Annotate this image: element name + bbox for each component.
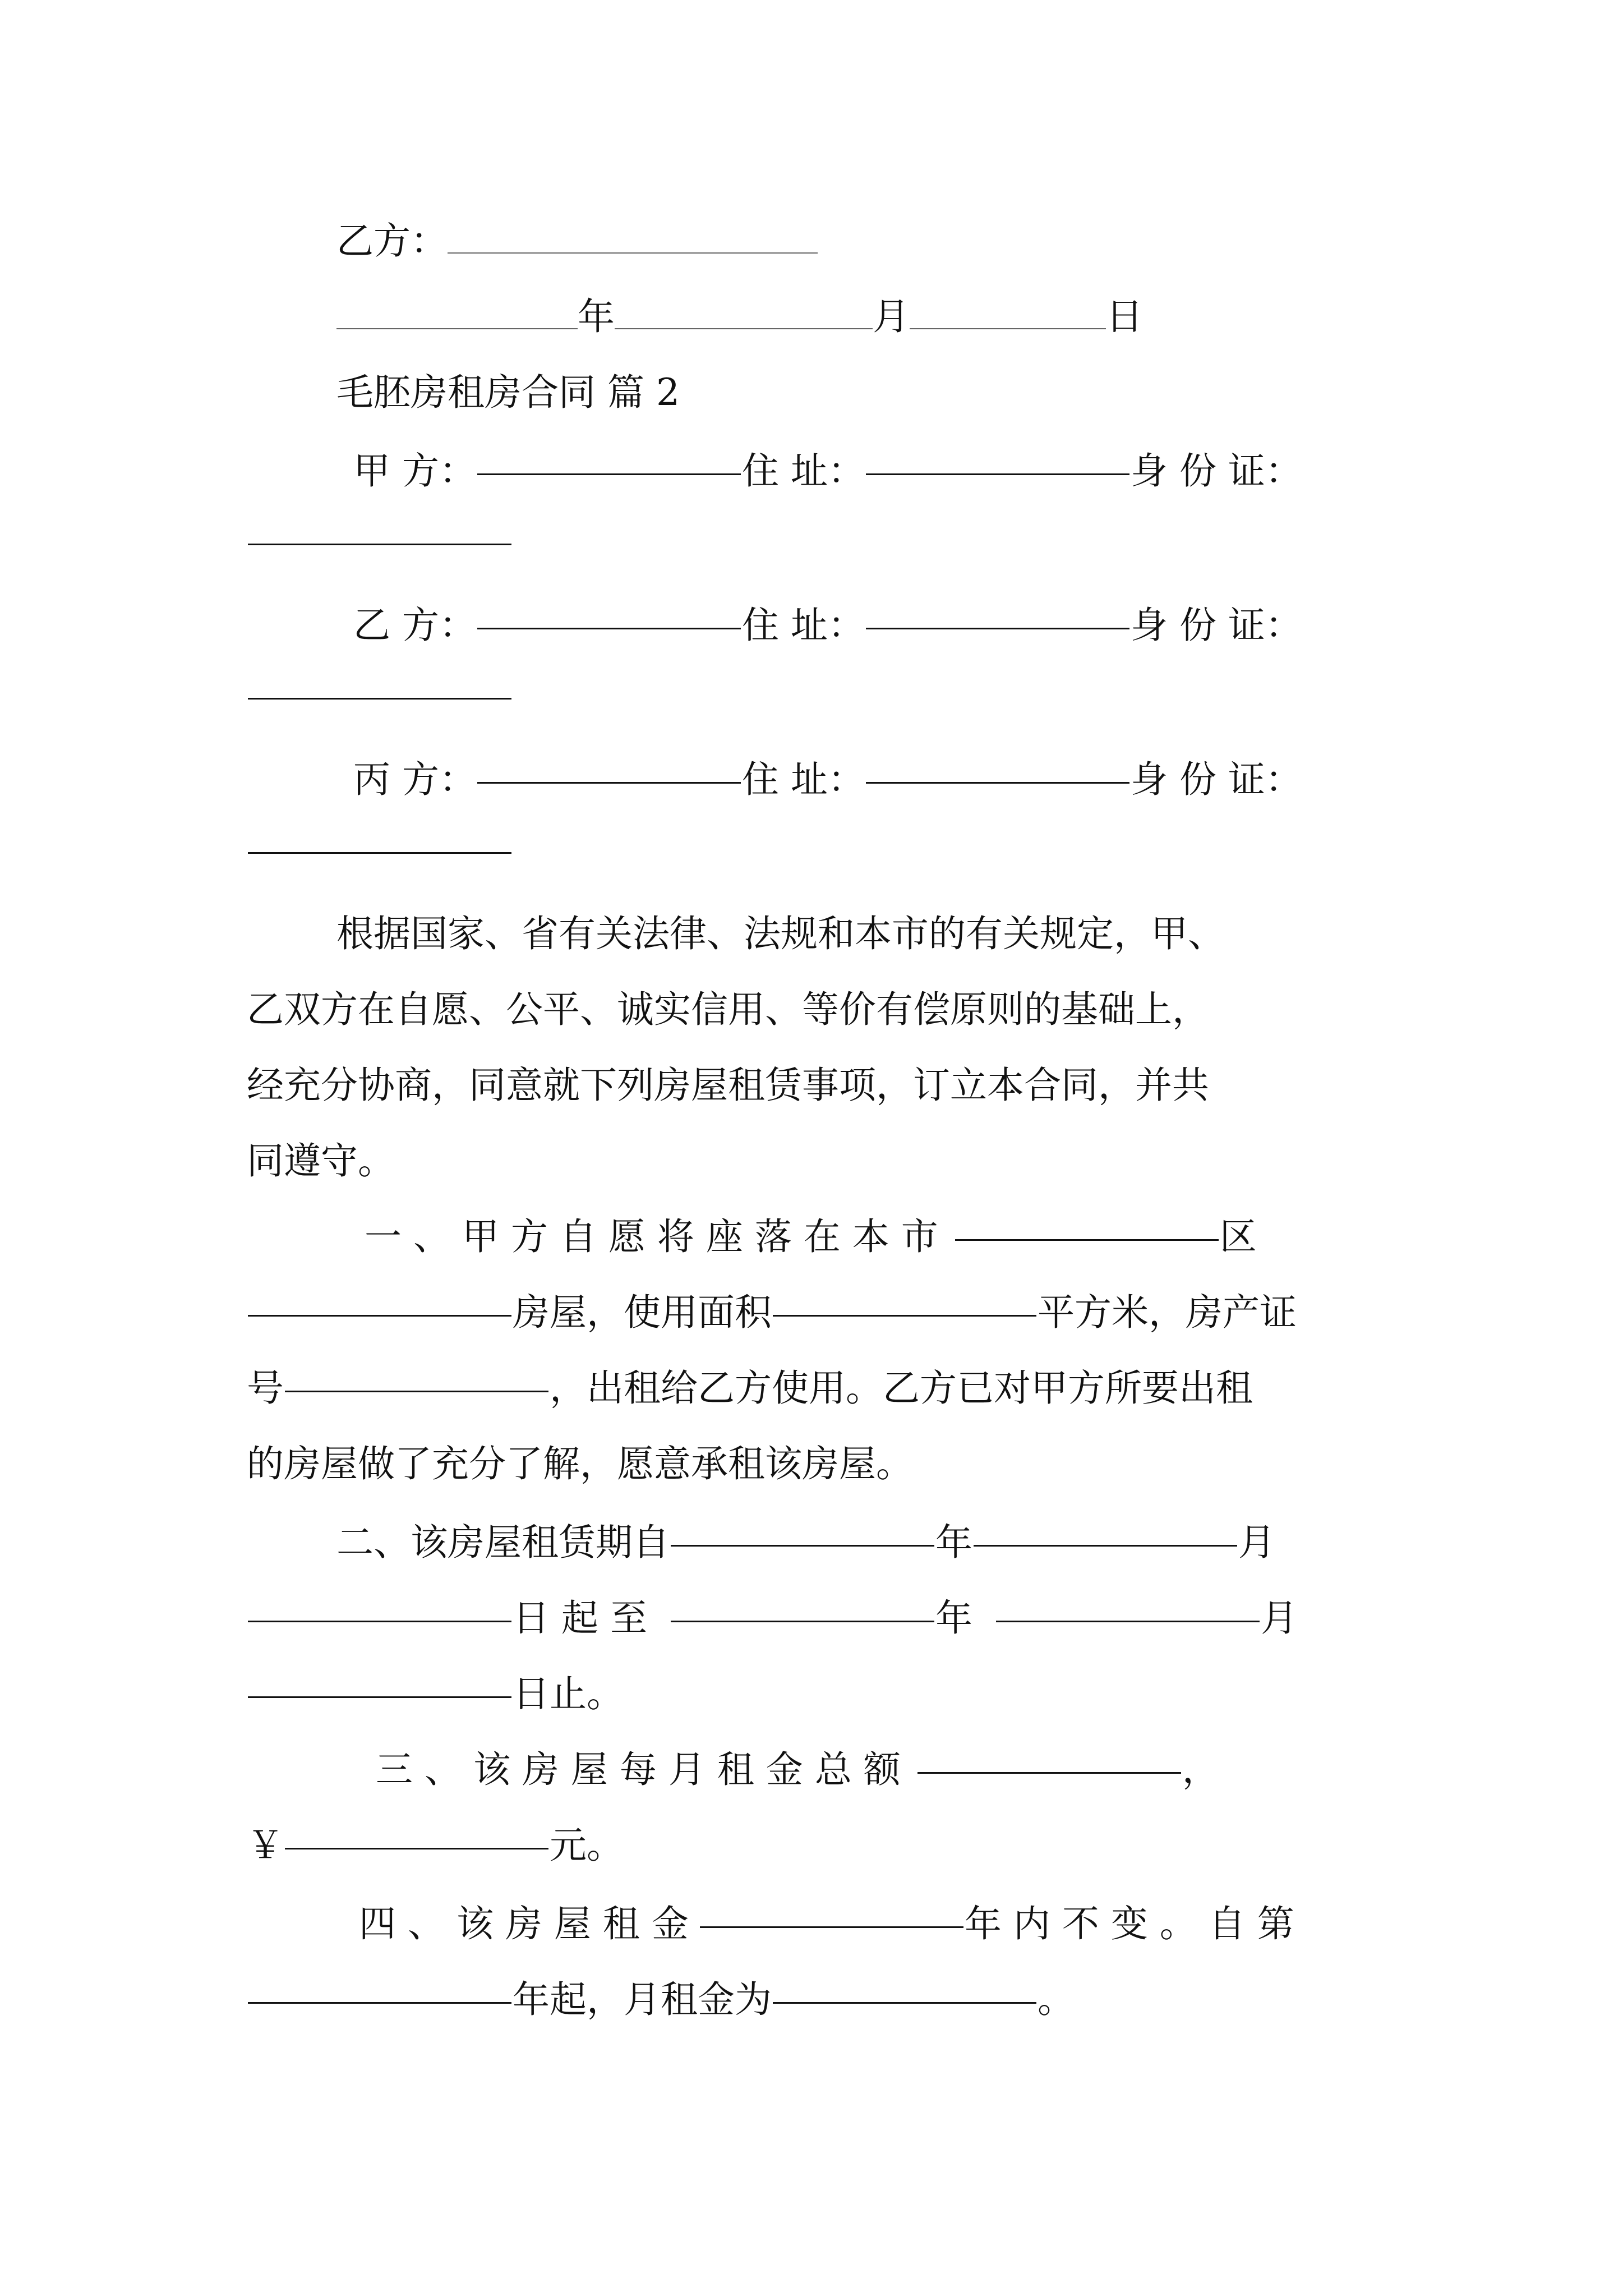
id-label: 身 份 证：: [1130, 758, 1302, 801]
clause-1-text-d: 平方米，房产证: [1038, 1291, 1297, 1334]
from-year-blank: [248, 2002, 511, 2004]
new-rent-blank: [773, 2002, 1036, 2004]
intro-line-3: 经充分协商，同意就下列房屋租赁事项，订立本合同，并共: [247, 1064, 1209, 1107]
start-month-blank: [974, 1545, 1237, 1547]
clause-2-text-f: 月: [1260, 1596, 1298, 1640]
party-c-name-blank: [477, 782, 741, 784]
clause-2-text-d: 日 起 至: [513, 1596, 647, 1640]
clause-4-text-a: 四 、 该 房 屋 租 金: [359, 1902, 689, 1945]
clause-1-text-c: 房屋，使用面积: [513, 1291, 772, 1334]
party-b-line: [353, 603, 1302, 648]
party-b-address-blank: [866, 628, 1129, 629]
party-a-id-blank: [248, 544, 511, 545]
intro-line-4: 同遵守。: [247, 1139, 395, 1182]
rent-total-blank: [917, 1772, 1181, 1774]
intro-line-2: 乙双方在自愿、公平、诚实信用、等价有偿原则的基础上，: [247, 988, 1209, 1031]
party-a-line: [353, 449, 1302, 494]
section-title: 毛胚房租房合同 篇 2: [336, 371, 680, 414]
clause-2-text-e: 年: [935, 1596, 972, 1640]
party-a-name-blank: [477, 473, 741, 475]
certificate-blank: [285, 1391, 548, 1392]
party-b-label: 乙 方：: [353, 604, 476, 647]
day-label: 日: [1106, 295, 1143, 338]
clause-4-text-c: 年起，月租金为: [513, 1978, 772, 2021]
clause-2-line-1: [336, 1520, 1275, 1565]
month-blank: [615, 295, 873, 329]
clause-1-text-f: ，出租给乙方使用。乙方已对甲方所要出租: [550, 1366, 1253, 1410]
clause-4-text-d: 。: [1038, 1978, 1075, 2021]
year-blank: [336, 295, 578, 329]
intro-line-1: 根据国家、省有关法律、法规和本市的有关规定，甲、: [336, 912, 1225, 955]
clause-2-text-a: 二、该房屋租赁期自: [336, 1521, 670, 1564]
clause-1-line-2: [247, 1290, 1297, 1335]
signature-party-b: [336, 219, 818, 264]
id-label: 身 份 证：: [1130, 449, 1302, 493]
currency-symbol: ￥: [247, 1824, 284, 1867]
clause-1-line-3: [247, 1366, 1253, 1411]
clause-2-line-3: [247, 1672, 624, 1717]
day-blank: [910, 295, 1106, 329]
clause-3-line-1: [376, 1747, 1219, 1792]
party-c-id-blank: [248, 852, 511, 854]
party-c-label: 丙 方：: [353, 758, 476, 801]
party-b-name-blank: [477, 628, 741, 629]
party-a-address-blank: [866, 473, 1129, 475]
clause-1-text-b: 区: [1219, 1215, 1257, 1258]
clause-2-text-g: 日止。: [513, 1672, 624, 1715]
id-label: 身 份 证：: [1130, 604, 1302, 647]
end-month-blank: [996, 1621, 1260, 1622]
house-blank: [248, 1315, 511, 1317]
party-c-line: [353, 757, 1302, 802]
address-label: 住 址：: [741, 758, 865, 801]
date-line: [336, 295, 1143, 339]
clause-1-line-1: [365, 1214, 1257, 1259]
clause-1-text-a: 一 、 甲 方 自 愿 将 座 落 在 本 市: [365, 1215, 938, 1258]
party-b-id-line: [247, 673, 513, 718]
party-c-address-blank: [866, 782, 1129, 784]
clause-3-text-d: 元。: [550, 1824, 624, 1867]
clause-1-line-4: 的房屋做了充分了解，愿意承租该房屋。: [247, 1442, 913, 1485]
start-day-blank: [248, 1621, 511, 1622]
clause-4-line-1: [359, 1902, 1294, 1947]
address-label: 住 址：: [741, 604, 865, 647]
clause-2-line-2: [247, 1596, 1298, 1641]
rent-amount-blank: [285, 1848, 548, 1849]
clause-3-text-a: 三 、 该 房 屋 每 月 租 金 总 额: [376, 1748, 901, 1791]
clause-2-text-c: 月: [1238, 1521, 1275, 1564]
fixed-years-blank: [700, 1926, 963, 1928]
area-blank: [773, 1315, 1036, 1317]
party-b-sign-label: 乙方：: [336, 219, 448, 263]
clause-1-text-e: 号: [247, 1366, 284, 1410]
party-b-id-blank: [248, 698, 511, 700]
clause-3-line-2: [247, 1823, 624, 1868]
address-label: 住 址：: [741, 449, 865, 493]
district-blank: [955, 1239, 1219, 1241]
party-b-sign-blank: [448, 219, 818, 254]
month-label: 月: [873, 295, 910, 338]
end-day-blank: [248, 1696, 511, 1698]
party-c-id-line: [247, 827, 513, 872]
year-label: 年: [578, 295, 615, 338]
start-year-blank: [671, 1545, 934, 1547]
end-year-blank: [671, 1621, 934, 1622]
clause-4-text-b: 年 内 不 变 。 自 第: [964, 1902, 1294, 1945]
party-a-id-line: [247, 519, 513, 564]
clause-4-line-2: [247, 1977, 1075, 2022]
clause-2-text-b: 年: [935, 1521, 972, 1564]
clause-3-text-b: ，: [1182, 1748, 1219, 1791]
party-a-label: 甲 方：: [353, 449, 476, 493]
